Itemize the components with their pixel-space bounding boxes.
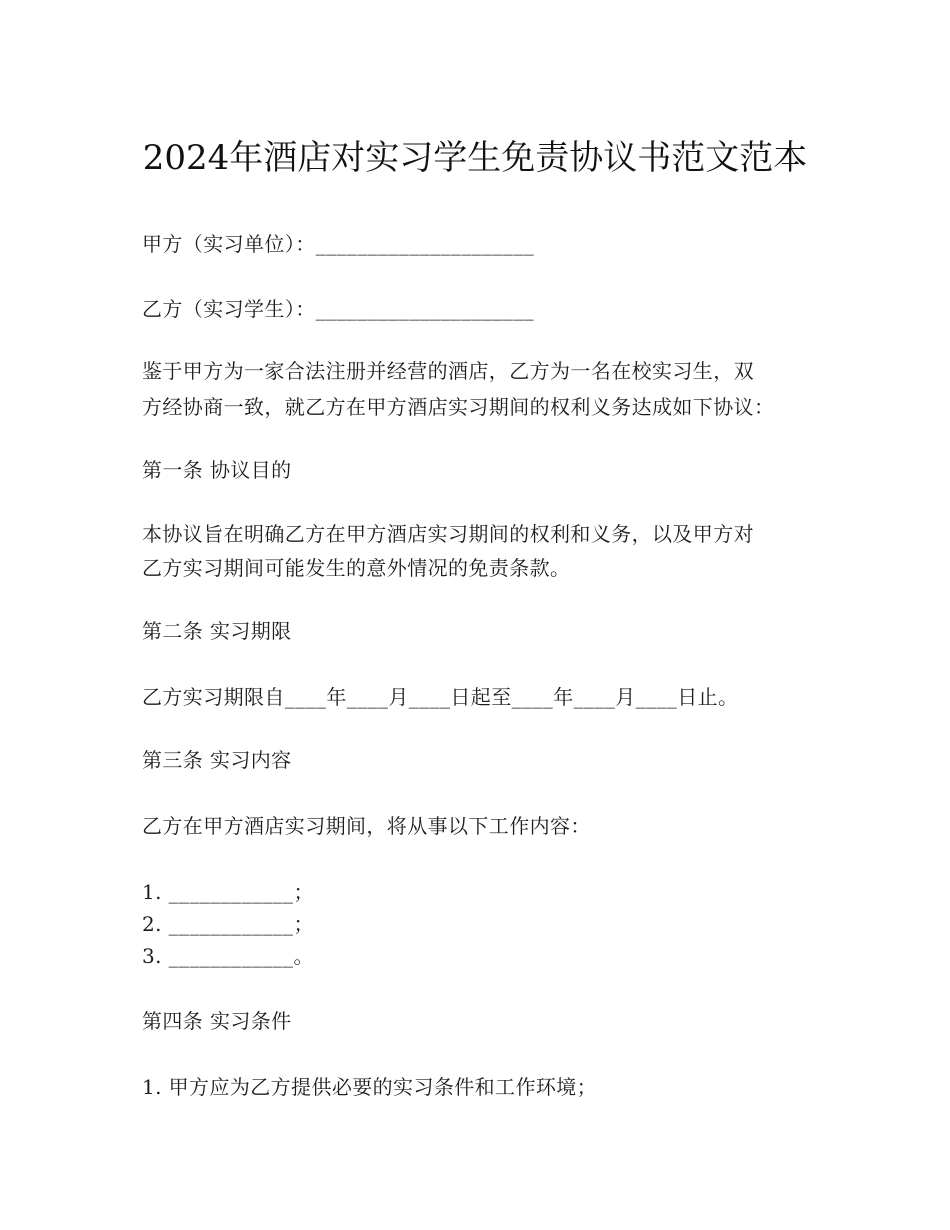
article-3-list-item: 2. ____________；: [142, 912, 314, 936]
article-3-list-item: 3. ____________。: [142, 944, 314, 968]
party-a-line: 甲方（实习单位）：_____________________: [142, 232, 534, 256]
intro-paragraph-line-1: 鉴于甲方为一家合法注册并经营的酒店，乙方为一名在校实习生，双: [142, 359, 754, 383]
document-title: 2024年酒店对实习学生免责协议书范文范本: [142, 138, 808, 178]
article-3-list-item: 1. ____________；: [142, 880, 314, 904]
article-2-heading: 第二条 实习期限: [142, 619, 292, 643]
party-b-line: 乙方（实习学生）：_____________________: [142, 297, 534, 321]
intro-paragraph-line-2: 方经协商一致，就乙方在甲方酒店实习期间的权利义务达成如下协议：: [142, 395, 775, 419]
article-1-paragraph-line-2: 乙方实习期间可能发生的意外情况的免责条款。: [142, 556, 571, 580]
article-4-heading: 第四条 实习条件: [142, 1009, 292, 1033]
article-1-heading: 第一条 协议目的: [142, 458, 292, 482]
article-2-paragraph: 乙方实习期限自____年____月____日起至____年____月____日止。: [142, 685, 739, 709]
article-1-paragraph-line-1: 本协议旨在明确乙方在甲方酒店实习期间的权利和义务，以及甲方对: [142, 522, 754, 546]
article-3-paragraph: 乙方在甲方酒店实习期间，将从事以下工作内容：: [142, 814, 591, 838]
article-3-heading: 第三条 实习内容: [142, 748, 292, 772]
article-4-list-item: 1. 甲方应为乙方提供必要的实习条件和工作环境；: [142, 1075, 598, 1099]
